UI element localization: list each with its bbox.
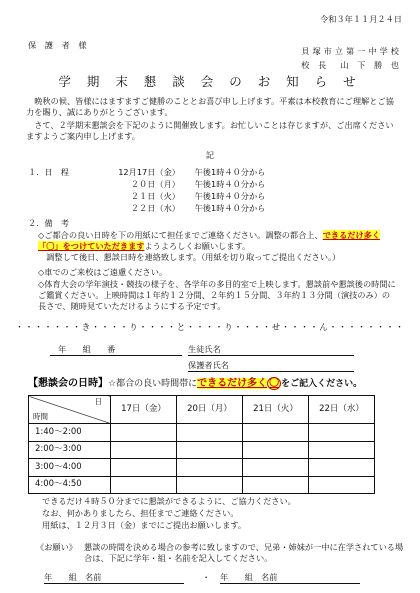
availability-cell[interactable] [111, 476, 177, 494]
table-row [29, 441, 375, 459]
availability-cell[interactable] [177, 441, 243, 459]
issue-date: 令和３年１１月２４日 [320, 14, 402, 24]
schedule-time: 午後1時４０分から [194, 179, 266, 189]
notes-label: ２．備 考 [28, 218, 69, 228]
schedule-item [108, 179, 265, 190]
intro-text-1: 晩秋の候、皆様にはますますご健勝のこととお喜び申し上げます。平素は本校教育にご理解とご協力を賜り、誠にありがとうございます。 [26, 96, 394, 118]
page-title: 学 期 末 懇 談 会 の お 知 ら せ [58, 74, 362, 89]
table-row [29, 459, 375, 477]
guardian-name-field[interactable] [188, 360, 354, 372]
table-corner [29, 396, 111, 424]
separator-dot: ・ [202, 572, 211, 582]
banner-highlight: できるだけ多く [197, 378, 268, 389]
cut-line: ・・・・・・・き・・・・り・・・・と・・・・り・・・・せ・・・・ん・・・・・・・・ [15, 323, 405, 333]
availability-cell[interactable] [243, 424, 309, 442]
after-table-line-3: 用紙は、１２月３日（金）までにご提出お願いします。 [42, 520, 247, 530]
addressee: 保 護 者 様 [28, 40, 90, 50]
grade-class-number-field[interactable] [50, 344, 182, 356]
column-header: 22日（水） [309, 396, 375, 424]
note-1-highlight: できるだけ多く「〇」をつけていただきます [38, 230, 381, 252]
table-row [29, 476, 375, 494]
schedule-item [108, 167, 265, 178]
availability-cell[interactable] [309, 476, 375, 494]
time-slot-label: 3:00～4:00 [29, 459, 111, 477]
schedule-label: １．日 程 [28, 167, 69, 177]
column-header: 17日（金） [111, 396, 177, 424]
corner-time-label: 時間 [33, 411, 48, 421]
availability-cell[interactable] [177, 476, 243, 494]
sibling-2-label: 年 組 名前 [220, 572, 360, 584]
corner-day-label: 日 [94, 397, 102, 406]
ki-heading: 記 [205, 150, 215, 160]
meeting-time-banner [28, 377, 362, 391]
availability-cell[interactable] [243, 441, 309, 459]
schedule-table [28, 395, 375, 494]
time-slot-label: 2:00～3:00 [29, 441, 111, 459]
availability-cell[interactable] [177, 424, 243, 442]
column-header: 20日（月） [177, 396, 243, 424]
table-row [29, 424, 375, 442]
sibling-1-label: 年 組 名前 [44, 572, 184, 584]
student-name-field[interactable] [188, 344, 354, 356]
availability-cell[interactable] [111, 441, 177, 459]
banner-text-1: ☆都合の良い時間帯に [108, 379, 198, 389]
schedule-time: 午後1時４０分から [194, 203, 266, 213]
schedule-time: 午後1時４０分から [194, 191, 266, 201]
request-text: 懇談の時間を決める場合の参考に致しますので、兄弟・姉妹が一中に在学されている場合は、下記に学年・組・名前を記入してください。 [84, 542, 404, 564]
availability-cell[interactable] [309, 424, 375, 442]
school-name: 貝塚市立第一中学校 [301, 46, 402, 56]
request-label: 《お願い》 [36, 542, 77, 552]
availability-cell[interactable] [243, 459, 309, 477]
note-3: ◇体育大会の学年演技・競技の様子を、各学年の多目的室で上映します。懇談前や懇談後の時間にご鑑賞ください。上映時間は１年約１２分間、２年約１５分間、３年約１３分間（演技のみ）の長さで、随時見ていただけるようにする予定です。 [38, 279, 396, 312]
column-header: 21日（火） [243, 396, 309, 424]
availability-cell[interactable] [111, 424, 177, 442]
intro-text-2: さて、２学期末懇談会を下記のように開催致します。お忙しいことは存じますが、ご出席くださいますようご案内申し上げます。 [26, 120, 394, 142]
guardian-name-label: 保護者氏名 [188, 360, 354, 372]
principal-name: 校 長 山 下 勝 也 [301, 60, 402, 70]
intro-paragraph-1 [26, 96, 398, 118]
banner-heading: 【懇談会の日時】 [28, 378, 108, 389]
availability-cell[interactable] [243, 476, 309, 494]
after-table-line-1: できるだけ４時５０分までに懇談ができるように、ご協力ください。 [42, 496, 296, 506]
sibling-field-2[interactable] [220, 572, 360, 584]
availability-cell[interactable] [177, 459, 243, 477]
schedule-item [108, 203, 265, 214]
intro-paragraph-2 [26, 120, 398, 142]
note-1 [38, 230, 398, 263]
note-1-text-a: ◇ご都合の良い日時を下の用紙にて担任までご連絡ください。調整の都合上、 [38, 230, 323, 240]
note-1-text-b: ようよろしくお願いします。 [144, 241, 251, 252]
after-table-line-2: なお、何かありましたら、担任までご連絡ください。 [42, 508, 239, 518]
availability-cell[interactable] [309, 441, 375, 459]
note-2: ◇車でのご来校はご遠慮ください。 [38, 267, 168, 277]
table-header-row [29, 396, 375, 424]
circle-mark-icon: 〇 [269, 378, 280, 389]
banner-text-2: をご記入ください。 [281, 379, 363, 389]
schedule-date: ２０日（月） [130, 179, 180, 189]
schedule-date: ２２日（水） [130, 203, 180, 213]
student-name-label: 生徒氏名 [188, 344, 354, 356]
sibling-field-1[interactable] [44, 572, 184, 584]
time-slot-label: 4:00～4:50 [29, 476, 111, 494]
schedule-time: 午後1時４０分から [194, 167, 266, 177]
grade-class-number-label: 年 組 番 [50, 344, 182, 356]
schedule-date: ２１日（火） [130, 191, 180, 201]
schedule-date: 12月17日（金） [118, 167, 180, 177]
availability-cell[interactable] [309, 459, 375, 477]
availability-cell[interactable] [111, 459, 177, 477]
time-slot-label: 1:40～2:00 [29, 424, 111, 442]
schedule-item [108, 191, 265, 202]
note-1-text-c: 調整して後日、懇談日時を連絡致します。（用紙を切り取ってご提出ください。） [46, 252, 341, 263]
